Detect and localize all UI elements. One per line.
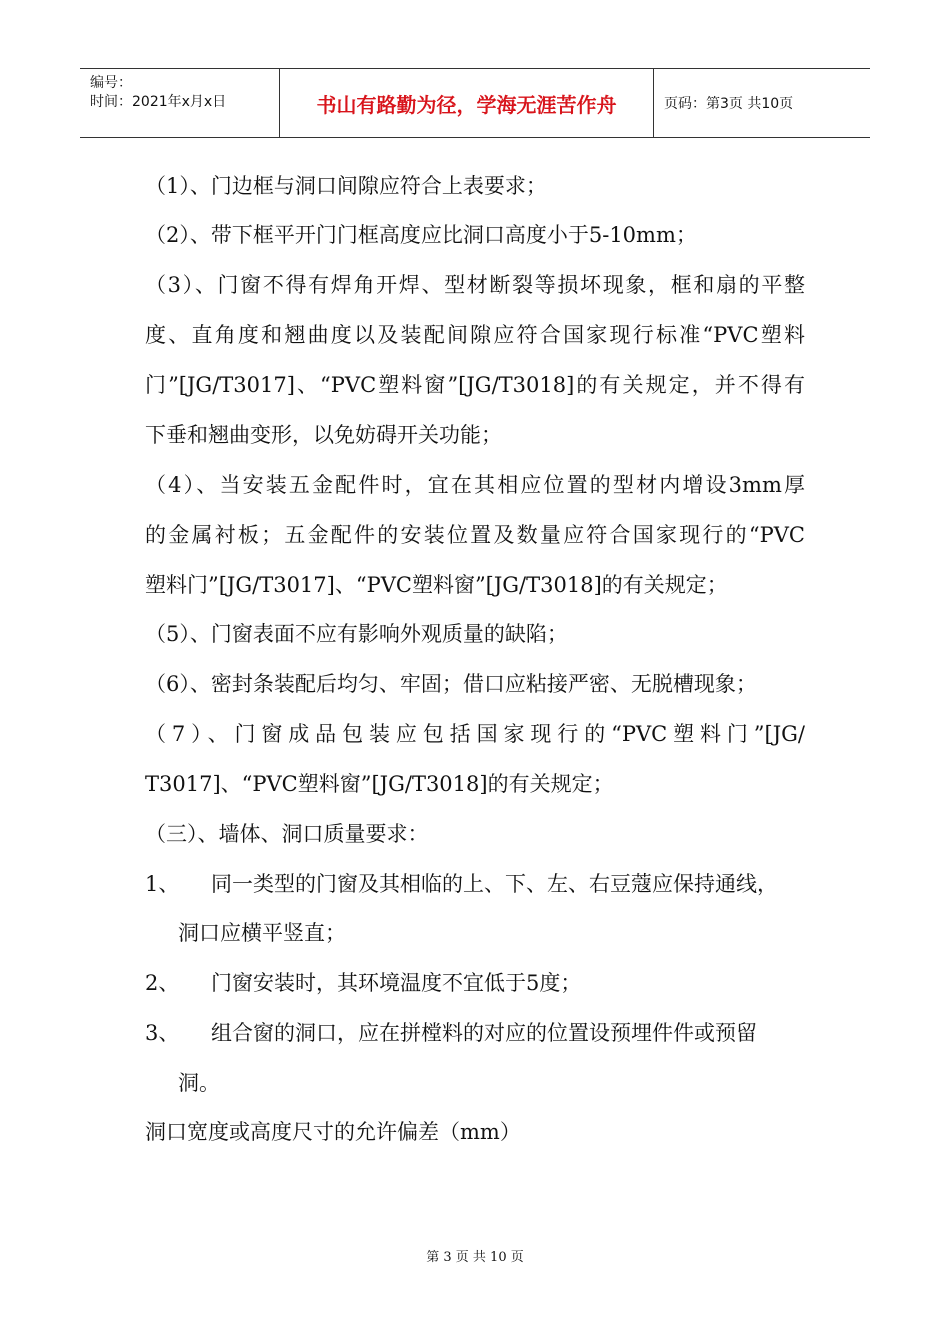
section-heading: （三）、墙体、洞口质量要求：	[145, 822, 429, 846]
list-item-number: 2、	[145, 971, 180, 995]
paragraph-line: （6）、密封条装配后均匀、牢固；借口应粘接严密、无脱槽现象；	[145, 672, 757, 696]
paragraph-line: （3）、门窗不得有焊角开焊、型材断裂等损坏现象，框和扇的平整	[145, 273, 805, 297]
header-info-cell	[80, 69, 280, 137]
page-number-label: 页码：第3页 共10页	[664, 96, 794, 112]
table-caption: 洞口宽度或高度尺寸的允许偏差（mm）	[145, 1120, 521, 1144]
time-label: 时间：2021年x月x日	[90, 94, 227, 110]
paragraph-line: 下垂和翘曲变形，以免妨碍开关功能；	[145, 423, 502, 447]
paragraph-line: （2）、带下框平开门门框高度应比洞口高度小于5-10mm；	[145, 223, 697, 247]
list-item-text: 洞口应横平竖直；	[178, 921, 346, 945]
list-item-text: 组合窗的洞口，应在拼樘料的对应的位置设预埋件件或预留	[211, 1021, 757, 1045]
list-item-text: 同一类型的门窗及其相临的上、下、左、右豆蔻应保持通线，	[211, 872, 778, 896]
list-item-number: 1、	[145, 872, 180, 896]
paragraph-line: 度、直角度和翘曲度以及装配间隙应符合国家现行标准“PVC塑料	[145, 323, 805, 347]
header-motto-cell	[280, 69, 654, 137]
paragraph-line: （7）、门窗成品包装应包括国家现行的“PVC塑料门”[JG/	[145, 722, 805, 746]
paragraph-line: T3017]、“PVC塑料窗”[JG/T3018]的有关规定；	[145, 772, 614, 796]
paragraph-line: （5）、门窗表面不应有影响外观质量的缺陷；	[145, 622, 568, 646]
paragraph-line: 塑料门”[JG/T3017]、“PVC塑料窗”[JG/T3018]的有关规定；	[145, 573, 728, 597]
motto-text: 书山有路勤为径，学海无涯苦作舟	[316, 92, 617, 117]
paragraph-line: 的金属衬板；五金配件的安装位置及数量应符合国家现行的“PVC	[145, 523, 805, 547]
paragraph-line: 门”[JG/T3017]、“PVC塑料窗”[JG/T3018]的有关规定，并不得有	[145, 373, 805, 397]
paragraph-line: （1）、门边框与洞口间隙应符合上表要求；	[145, 174, 547, 198]
list-item-text: 门窗安装时，其环境温度不宜低于5度；	[211, 971, 582, 995]
number-label: 编号：	[90, 75, 132, 91]
page-footer: 第 3 页 共 10 页	[426, 1250, 524, 1265]
list-item-text: 洞。	[178, 1071, 220, 1095]
paragraph-line: （4）、当安装五金配件时，宜在其相应位置的型材内增设3mm厚	[145, 473, 805, 497]
page-header	[80, 68, 870, 138]
list-item-number: 3、	[145, 1021, 180, 1045]
